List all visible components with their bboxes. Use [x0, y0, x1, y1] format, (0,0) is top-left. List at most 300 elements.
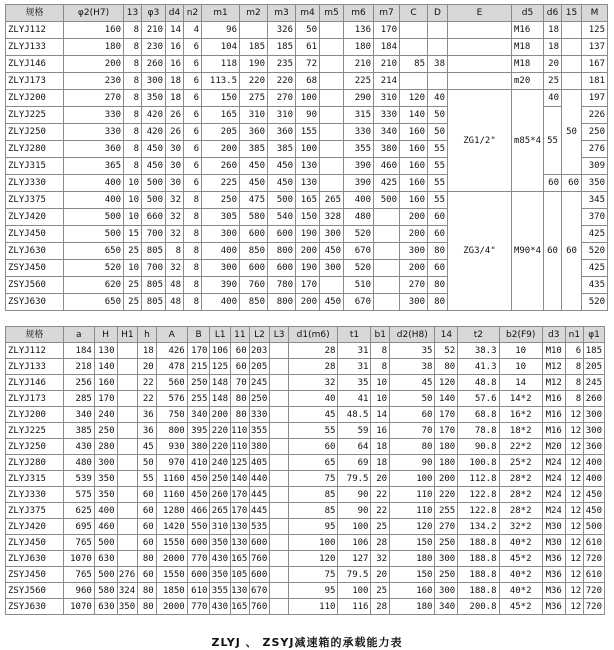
table-cell [270, 487, 289, 503]
table-cell [117, 407, 138, 423]
table-cell: 190 [240, 56, 268, 73]
table-row [6, 471, 605, 487]
table-cell: M36 [542, 583, 565, 599]
merged-cell: 60 [562, 192, 582, 311]
row-label: ZLYJ173 [6, 73, 64, 90]
table-cell: 1160 [156, 487, 187, 503]
table-cell: 1550 [156, 567, 187, 583]
table-cell: 50 [428, 107, 448, 124]
table-cell: 426 [156, 343, 187, 359]
column-header: m6 [344, 5, 374, 22]
row-label: ZLYJ420 [6, 209, 64, 226]
table-cell: 22 [371, 487, 390, 503]
table-cell: 32 [166, 226, 184, 243]
table-cell: 170 [94, 391, 117, 407]
table-cell: 600 [240, 226, 268, 243]
table-cell: 340 [187, 407, 210, 423]
column-header: a [63, 327, 94, 343]
table-cell: 285 [63, 391, 94, 407]
table-cell: 200 [296, 243, 320, 260]
table-cell: 170 [435, 407, 458, 423]
table-cell: 28*2 [499, 471, 542, 487]
table-cell: 12 [565, 583, 584, 599]
table-cell: 420 [142, 107, 166, 124]
table-cell: 60 [428, 260, 448, 277]
table-cell: 450 [584, 487, 605, 503]
table-cell: 350 [94, 487, 117, 503]
column-header: h [138, 327, 157, 343]
table-cell: 55 [428, 175, 448, 192]
table-cell: 188.8 [458, 551, 499, 567]
table-cell: 350 [94, 471, 117, 487]
table-cell: 8 [565, 391, 584, 407]
table-cell: 57.6 [458, 391, 499, 407]
table-cell: 260 [142, 56, 166, 73]
table-cell [374, 294, 400, 311]
table-cell: 203 [249, 343, 270, 359]
table-cell: 55 [428, 192, 448, 209]
table-cell: 8 [124, 124, 142, 141]
table-cell: 500 [94, 567, 117, 583]
table-cell: 148 [210, 375, 231, 391]
table-cell: 130 [231, 535, 250, 551]
table-cell: 255 [435, 503, 458, 519]
table-cell: 60 [428, 226, 448, 243]
table-cell: 80 [390, 439, 435, 455]
table-cell: 610 [584, 567, 605, 583]
merged-cell: ZG1/2" [448, 90, 512, 192]
row-label: ZSYJ560 [6, 277, 64, 294]
table-cell: 32 [288, 375, 338, 391]
table-cell: 40 [544, 90, 562, 107]
merged-cell: M90*4 [512, 192, 544, 311]
table-cell: 309 [582, 158, 608, 175]
column-header: b1 [371, 327, 390, 343]
table-cell: 170 [374, 22, 400, 39]
table-cell: 18 [544, 39, 562, 56]
table-cell: 200 [400, 226, 428, 243]
table-cell: 350 [210, 535, 231, 551]
table-cell [240, 22, 268, 39]
table-cell: 160 [400, 192, 428, 209]
table-cell: 155 [296, 124, 320, 141]
table-cell: 200 [296, 294, 320, 311]
table-cell: 90 [296, 107, 320, 124]
table-cell: 200 [400, 209, 428, 226]
table-cell: 300 [320, 260, 344, 277]
table-cell: 90 [338, 503, 371, 519]
table-cell [320, 175, 344, 192]
table-cell: 12 [565, 455, 584, 471]
table-cell: 250 [187, 375, 210, 391]
table-cell: 190 [296, 226, 320, 243]
table-cell: 25*2 [499, 455, 542, 471]
table-cell: M16 [542, 391, 565, 407]
row-label: ZSYJ450 [6, 567, 64, 583]
table-cell [117, 343, 138, 359]
table-cell: 12 [565, 407, 584, 423]
table-cell: 10 [371, 391, 390, 407]
table-cell: 106 [210, 343, 231, 359]
table-cell: 8 [184, 260, 202, 277]
table-cell: 16 [166, 39, 184, 56]
table-cell: 25 [124, 294, 142, 311]
table-row [6, 503, 605, 519]
table-cell: 226 [582, 107, 608, 124]
table-cell: 450 [187, 487, 210, 503]
table-cell: M30 [542, 519, 565, 535]
table-cell: 18 [544, 22, 562, 39]
table-cell: 630 [94, 599, 117, 615]
table-cell: 112.8 [458, 471, 499, 487]
table-cell: 539 [63, 471, 94, 487]
table-cell: 290 [344, 90, 374, 107]
table-cell: 560 [156, 375, 187, 391]
table-cell: 330 [64, 107, 124, 124]
column-header: 11 [231, 327, 250, 343]
table-cell: 65 [288, 455, 338, 471]
table-row [6, 455, 605, 471]
table-cell: 300 [400, 243, 428, 260]
table-cell [117, 375, 138, 391]
table-cell: 200 [210, 407, 231, 423]
table-cell: 970 [156, 455, 187, 471]
table-cell: 700 [142, 226, 166, 243]
column-header: φ2(H7) [64, 5, 124, 22]
table-cell: 167 [582, 56, 608, 73]
table-cell: 575 [63, 487, 94, 503]
table-cell: 18 [166, 90, 184, 107]
table-cell: 25 [124, 243, 142, 260]
table-cell: 35 [390, 343, 435, 359]
table-cell: 520 [344, 226, 374, 243]
table-row [6, 375, 605, 391]
table-cell: 8 [124, 107, 142, 124]
table-cell: 150 [390, 567, 435, 583]
table-cell [448, 73, 512, 90]
table-cell: 30 [166, 141, 184, 158]
table-cell: 200 [64, 56, 124, 73]
table-cell: 310 [268, 107, 296, 124]
table-cell: 20 [544, 56, 562, 73]
table-cell [428, 22, 448, 39]
table-cell: 140 [400, 107, 428, 124]
table-cell: 365 [64, 158, 124, 175]
table-cell: 120 [288, 551, 338, 567]
table-cell [374, 260, 400, 277]
table-cell [270, 535, 289, 551]
table-cell: 18 [371, 455, 390, 471]
table-cell: 6 [565, 343, 584, 359]
table-cell: 300 [435, 583, 458, 599]
column-header: m1 [202, 5, 240, 22]
table-cell: 14 [166, 22, 184, 39]
table-cell: 2000 [156, 551, 187, 567]
table-cell: 245 [584, 375, 605, 391]
table-cell: 330 [64, 124, 124, 141]
table-cell: 300 [320, 226, 344, 243]
table-cell [270, 471, 289, 487]
table-cell: 104 [202, 39, 240, 56]
table-cell: M36 [542, 567, 565, 583]
table-cell: 50 [390, 391, 435, 407]
table-cell [270, 343, 289, 359]
table-cell [320, 56, 344, 73]
table-cell: 12 [565, 599, 584, 615]
table-cell: M12 [542, 375, 565, 391]
table-cell [320, 22, 344, 39]
column-header: φ3 [142, 5, 166, 22]
table-cell [320, 158, 344, 175]
table-cell: m20 [512, 73, 544, 90]
table-cell: 770 [187, 551, 210, 567]
table-cell: 425 [374, 175, 400, 192]
table-cell: 8 [124, 73, 142, 90]
table-row [6, 551, 605, 567]
table-cell: 250 [582, 124, 608, 141]
table-cell: 260 [210, 487, 231, 503]
table-cell: 12 [565, 423, 584, 439]
table-cell: 8 [184, 277, 202, 294]
table-cell: 210 [142, 22, 166, 39]
table-cell: 12 [565, 487, 584, 503]
table-cell: 250 [94, 423, 117, 439]
table-cell: 276 [582, 141, 608, 158]
table-cell: 180 [390, 599, 435, 615]
table-cell: 270 [268, 90, 296, 107]
table-cell: 8 [184, 209, 202, 226]
table-cell: 520 [344, 260, 374, 277]
table-cell: 280 [94, 439, 117, 455]
table-cell: 440 [249, 471, 270, 487]
column-header: C [400, 5, 428, 22]
table-cell: 720 [584, 551, 605, 567]
table-cell: 160 [94, 375, 117, 391]
table-cell: 100 [296, 141, 320, 158]
column-header: n2 [184, 5, 202, 22]
table-cell [428, 73, 448, 90]
table-cell: 12 [565, 551, 584, 567]
table-cell: 190 [296, 260, 320, 277]
table-cell: 18 [371, 439, 390, 455]
table-cell: 35 [338, 375, 371, 391]
table-cell: 127 [338, 551, 371, 567]
table-cell: 170 [231, 487, 250, 503]
column-header: m3 [268, 5, 296, 22]
table-cell: 125 [582, 22, 608, 39]
table-cell: 10 [499, 359, 542, 375]
table-cell: 110 [390, 487, 435, 503]
table-cell: 4 [184, 22, 202, 39]
table-cell: 435 [582, 277, 608, 294]
table-cell: 400 [584, 471, 605, 487]
table-cell: 80 [428, 294, 448, 311]
table-cell: 10 [124, 192, 142, 209]
table-cell: 1160 [156, 471, 187, 487]
table-cell: 180 [435, 439, 458, 455]
table-cell: 220 [268, 73, 296, 90]
table-cell [562, 39, 582, 56]
row-label: ZLYJ450 [6, 535, 64, 551]
table-cell: 140 [231, 471, 250, 487]
table-cell: 8 [124, 90, 142, 107]
table-cell: 48.5 [338, 407, 371, 423]
table-cell: 410 [187, 455, 210, 471]
table-cell: 270 [64, 90, 124, 107]
table-cell: 150 [390, 535, 435, 551]
table-cell: 520 [582, 294, 608, 311]
table-cell: 12 [565, 503, 584, 519]
table-cell [270, 503, 289, 519]
table-cell: 300 [202, 226, 240, 243]
table-cell: 650 [64, 294, 124, 311]
table-cell: 122.8 [458, 503, 499, 519]
column-header: L2 [249, 327, 270, 343]
table-cell: 350 [142, 90, 166, 107]
column-header: φ1 [584, 327, 605, 343]
table-cell: 160 [400, 124, 428, 141]
table-cell: 22 [138, 375, 157, 391]
table-cell: 60 [390, 407, 435, 423]
table-cell [562, 56, 582, 73]
table-cell: 8 [371, 359, 390, 375]
table-cell: 6 [184, 141, 202, 158]
column-header: d5 [512, 5, 544, 22]
table-cell: 425 [582, 260, 608, 277]
table-cell: 45*2 [499, 551, 542, 567]
table-cell: 60 [138, 519, 157, 535]
column-header: d1(m6) [288, 327, 338, 343]
table-cell: 50 [296, 22, 320, 39]
table-cell: 535 [249, 519, 270, 535]
table-cell: 12 [565, 519, 584, 535]
table-cell: 137 [582, 39, 608, 56]
table-cell: 48 [166, 294, 184, 311]
table-cell: 36 [138, 423, 157, 439]
table-cell: 250 [435, 567, 458, 583]
row-label: ZLYJ630 [6, 243, 64, 260]
table-cell: 28 [371, 599, 390, 615]
table-cell [270, 391, 289, 407]
row-label: ZLYJ173 [6, 391, 64, 407]
table-cell [374, 243, 400, 260]
table-cell: 60 [231, 343, 250, 359]
table-cell: 1420 [156, 519, 187, 535]
table-cell: 18 [138, 343, 157, 359]
table-cell: 1070 [63, 599, 94, 615]
table-cell: 250 [202, 192, 240, 209]
column-header: 13 [124, 5, 142, 22]
table-cell: 6 [184, 90, 202, 107]
table-cell: 8 [184, 243, 202, 260]
table-cell: 40*2 [499, 535, 542, 551]
table-cell: 59 [338, 423, 371, 439]
column-header: L3 [270, 327, 289, 343]
table-row [6, 567, 605, 583]
table-cell: 600 [249, 567, 270, 583]
table-cell: 450 [268, 175, 296, 192]
table-cell: 185 [240, 39, 268, 56]
table-cell: 765 [63, 535, 94, 551]
table-cell: 12 [565, 535, 584, 551]
table-cell: M24 [542, 455, 565, 471]
table-cell: 80 [231, 407, 250, 423]
row-label: ZLYJ225 [6, 107, 64, 124]
table-row [6, 343, 605, 359]
table-cell: 330 [249, 407, 270, 423]
table-cell: 55 [428, 141, 448, 158]
table-cell [374, 226, 400, 243]
table-cell: 800 [268, 294, 296, 311]
table-cell: 197 [582, 90, 608, 107]
table-cell: 400 [202, 294, 240, 311]
table-cell: 15 [124, 226, 142, 243]
table-cell: 345 [582, 192, 608, 209]
table-cell: 10 [124, 260, 142, 277]
table-cell: M36 [542, 551, 565, 567]
table-cell: 850 [240, 243, 268, 260]
table-cell: 600 [187, 535, 210, 551]
table-cell: 315 [344, 107, 374, 124]
table-cell: 25 [124, 277, 142, 294]
table-cell: M12 [542, 359, 565, 375]
table-cell: 370 [582, 209, 608, 226]
table-cell [320, 73, 344, 90]
table-cell: 120 [435, 375, 458, 391]
table-cell: 500 [94, 535, 117, 551]
table-cell: 116 [338, 599, 371, 615]
table-cell: 40 [288, 391, 338, 407]
table-cell [270, 519, 289, 535]
column-header: m4 [296, 5, 320, 22]
table-cell: 80 [138, 583, 157, 599]
table-cell: 38 [428, 56, 448, 73]
row-label: ZLYJ630 [6, 551, 64, 567]
table-cell [448, 39, 512, 56]
table-cell [117, 439, 138, 455]
table-row [6, 192, 608, 209]
table-cell: 765 [63, 567, 94, 583]
table-cell: 160 [390, 583, 435, 599]
table-cell: 400 [64, 175, 124, 192]
table-cell: 40 [428, 90, 448, 107]
table-cell [117, 503, 138, 519]
table-cell: 265 [210, 503, 231, 519]
table-cell: 79.5 [338, 567, 371, 583]
table-cell: 695 [63, 519, 94, 535]
table-cell: 181 [582, 73, 608, 90]
table-cell: 670 [344, 294, 374, 311]
table-cell: 380 [374, 141, 400, 158]
row-label: ZLYJ225 [6, 423, 64, 439]
table-cell: 8 [565, 375, 584, 391]
table-cell: 38.3 [458, 343, 499, 359]
header-row [6, 327, 605, 343]
table-cell: 324 [117, 583, 138, 599]
table-cell: 305 [202, 209, 240, 226]
table-row [6, 439, 605, 455]
row-label: ZLYJ280 [6, 455, 64, 471]
table-cell: 256 [63, 375, 94, 391]
table-cell [320, 90, 344, 107]
table-cell: 60 [288, 439, 338, 455]
column-header: E [448, 5, 512, 22]
table-cell: 245 [249, 375, 270, 391]
table-cell: 600 [268, 260, 296, 277]
table-cell: 225 [202, 175, 240, 192]
table-cell: 30 [166, 175, 184, 192]
table-cell: 60 [138, 535, 157, 551]
